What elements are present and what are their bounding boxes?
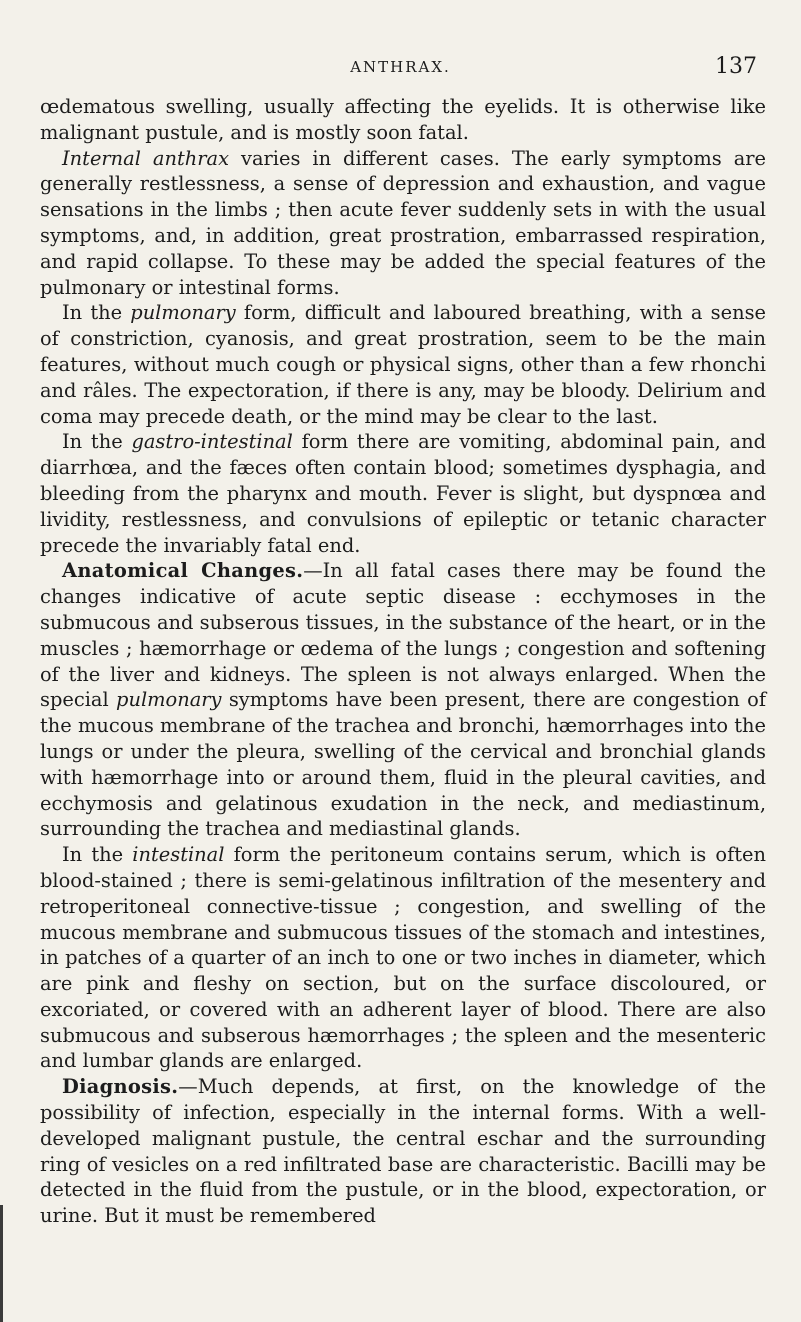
page-header: [0, 54, 801, 82]
running-head: ANTHRAX.: [350, 58, 451, 76]
section-heading: Diagnosis.: [62, 1075, 179, 1099]
paragraph-internal-anthrax: [40, 146, 766, 301]
paragraph-text: —In all fatal cases there may be found the changes indicative of acute septic disease : ecchymoses in the submucous and subserous tissues, in the substance of the heart, or in the muscles ; hæmorrhage or œdema of the lungs ; congestion and softening of the liver and kidneys. The spleen is not always enlarged. When the special: [40, 559, 766, 712]
paragraph-anatomical-changes: [40, 558, 766, 842]
paragraph-text: varies in different cases. The early symptoms are generally restlessness, a sense of depression and exhaustion, and vague sensations in the limbs ; then acute fever suddenly sets in with the usual symptoms, and, in addition, great prostration, embarrassed respiration, and rapid collapse. To these may be added the special features of the pulmonary or intestinal forms.: [40, 146, 766, 299]
paragraph-intestinal-form: [40, 842, 766, 1074]
italic-term: intestinal: [132, 843, 225, 867]
paragraph-lead: In the: [62, 430, 132, 454]
paragraph-text: form the peritoneum contains serum, which is often blood-stained ; there is semi-gelatinous infiltration of the mesentery and retroperitoneal connective-tissue ; congestion, and swelling of the mucous membrane and submucous tissues of the stomach and intestines, in patches of a quarter of an inch to one or two inches in diameter, which are pink and fleshy on section, but on the surface discoloured, or excoriated, or covered with an adherent layer of blood. There are also submucous and subserous hæmorrhages ; the spleen and the mesenteric and lumbar glands are enlarged.: [40, 843, 766, 1073]
paragraph-lead: In the: [62, 843, 133, 867]
paragraph-diagnosis: [40, 1074, 766, 1229]
section-heading: Anatomical Changes.: [62, 559, 304, 583]
paragraph-text: —Much depends, at first, on the knowledge of the possibility of infection, especially in the internal forms. With a well-developed malignant pustule, the central eschar and the surrounding ring of vesicles on a red infiltrated base are characteristic. Bacilli may be detected in the fluid from the pustule, or in the blood, expectoration, or urine. But it must be remembered: [40, 1075, 766, 1228]
paragraph-pulmonary-form: [40, 300, 766, 429]
italic-term: pulmonary: [116, 688, 222, 712]
body-text: [40, 94, 766, 1229]
italic-term: Internal anthrax: [62, 146, 230, 170]
paragraph-continuation: [40, 94, 766, 146]
paragraph-text: form, difficult and laboured breathing, with a sense of constriction, cyanosis, and great prostration, seem to be the main features, without much cough or physical signs, other than a few rhonchi and râles. The expectoration, if there is any, may be bloody. Delirium and coma may precede death, or the mind may be clear to the last.: [40, 301, 766, 428]
italic-term: pulmonary: [130, 301, 236, 325]
page-edge-shadow: [0, 1205, 3, 1322]
paragraph-gastro-intestinal-form: [40, 429, 766, 558]
italic-term: gastro-intestinal: [131, 430, 293, 454]
paragraph-text: œdematous swelling, usually affecting the eyelids. It is otherwise like malignant pustule, and is mostly soon fatal.: [40, 95, 766, 144]
paragraph-lead: In the: [62, 301, 131, 325]
paragraph-text: form there are vomiting, abdominal pain, and diarrhœa, and the fæces often contain blood; sometimes dysphagia, and bleeding from the pharynx and mouth. Fever is slight, but dyspnœa and lividity, restlessness, and convulsions of epileptic or tetanic character precede the invariably fatal end.: [40, 430, 766, 557]
paragraph-text: symptoms have been present, there are congestion of the mucous membrane of the trachea and bronchi, hæmorrhages into the lungs or under the pleura, swelling of the cervical and bronchial glands with hæmorrhage into or around them, fluid in the pleural cavities, and ecchymosis and gelatinous exudation in the neck, and mediastinum, surrounding the trachea and mediastinal glands.: [40, 688, 767, 841]
page-number: 137: [715, 54, 757, 79]
